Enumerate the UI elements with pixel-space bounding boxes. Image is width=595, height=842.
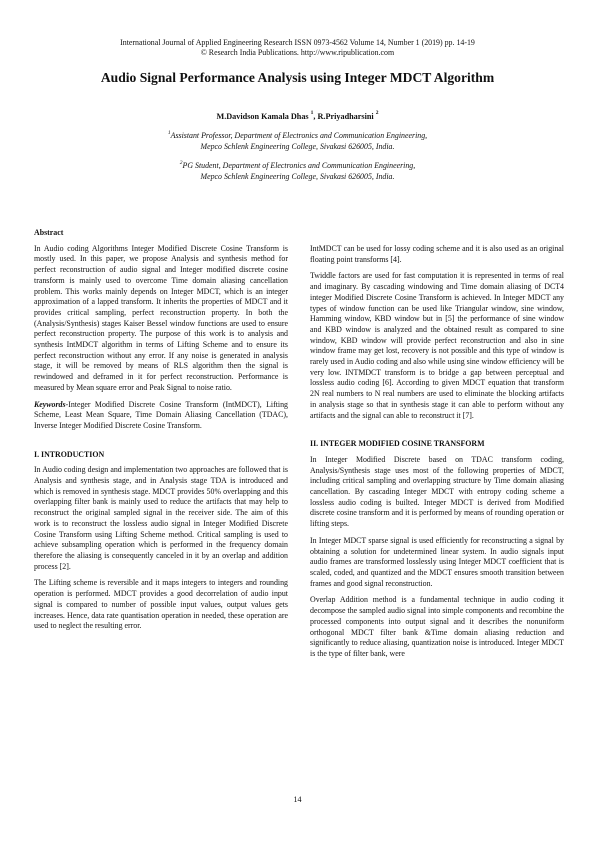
- right-paragraph-1: IntMDCT can be used for lossy coding scheme and it is also used as an original floating point transforms [4].: [310, 244, 564, 264]
- keywords-label: Keywords-: [34, 399, 69, 409]
- journal-header-line1: International Journal of Applied Engineering Research ISSN 0973-4562 Volume 14, Number 1 (2019) pp. 14-19: [120, 38, 475, 47]
- affiliation-2-line2: Mepco Schlenk Engineering College, Sivakasi 626005, India.: [200, 172, 395, 181]
- paper-title: Audio Signal Performance Analysis using Integer MDCT Algorithm: [100, 70, 495, 85]
- affiliation-1: [0, 130, 595, 152]
- abstract-heading: Abstract: [34, 228, 64, 237]
- section-2-heading: II. INTEGER MODIFIED COSINE TRANSFORM: [310, 439, 485, 449]
- author-line: [0, 112, 595, 121]
- affiliation-1-mark: 1: [167, 130, 171, 136]
- affiliation-1-line2: Mepco Schlenk Engineering College, Sivakasi 626005, India.: [200, 142, 395, 151]
- affiliation-1-line1: Assistant Professor, Department of Electronics and Communication Engineering,: [170, 131, 428, 140]
- page-number: 14: [293, 795, 302, 804]
- introduction-paragraph-2: The Lifting scheme is reversible and it maps integers to integers and rounding operation is performed. MDCT provides a good decorrelation of audio input signal is compared to number of possible input values, output values gets increases. Hence, data rate quantisation operation in needed, these operation are used to neglect the resulting error.: [34, 578, 288, 631]
- affiliation-2: [0, 160, 595, 182]
- journal-header-line2: © Research India Publications. http://www.ripublication.com: [200, 48, 395, 57]
- author-1: M.Davidson Kamala Dhas: [216, 112, 309, 121]
- abstract-text: In Audio coding Algorithms Integer Modified Discrete Cosine Transform is mostly used. In this paper, we propose Analysis and synthesis method for perfect reconstruction of audio signal and Integer modified discrete cosine transform is mainly used to overcome Time domain aliasing cancellation problem. This works mainly depends on Integer MDCT, which is an integer approximation of a lapped transform. It inherits the properties of MDCT and it provides critical sampling, perfect reconstruction property. In both the (Analysis/Synthesis) stages Kaiser Bessel window functions are used to ensure perfect reconstruction property. The purpose of this work is to analysis and synthesis IntMDCT algorithm in terms of Lifting Scheme and to ensure its perfect reconstruction without any error. If any noise is generated in analysis stage, it will be removed by means of RLS algorithm then the signal is rewindowed and deframed in it for perfect reconstruction. Performance is measured by Mean square error and Peak Signal to noise ratio.: [34, 243, 288, 392]
- affiliation-2-line1: PG Student, Department of Electronics and Communication Engineering,: [182, 161, 416, 170]
- section-2-paragraph-1: In Integer Modified Discrete based on TDAC transform coding, Analysis/Synthesis stage uses most of the following properties of MDCT, including critical sampling and overlapping structure by Time domain aliasing cancellation. By cascading Integer MDCT with entropy coding scheme a lossless audio coding is builted. Integer MDCT is derived from Modified discrete cosine transform and it is performed by means of rounding operation or lifting steps.: [310, 454, 564, 529]
- section-2-paragraph-3: Overlap Addition method is a fundamental technique in audio coding it decompose the sampled audio signal into simple components and recombine the processed components into output signal and it describes the nonuniform orthogonal MDCT filter bank &Time domain aliasing reduction and significantly to reduce aliasing, quantization noise is introduced. Integer MDCT is the type of filter bank, were: [310, 595, 564, 658]
- author-2-mark: 2: [375, 110, 379, 116]
- introduction-paragraph-1: In Audio coding design and implementation two approaches are followed that is Analysis and synthesis stage, and in Analysis stage TDA is introduced and which is removed in synthesis stage. MDCT provides 50% overlapping and this overlapping filter bank is mainly used to reduce the artifacts that may help to reconstruct the original sampled signal in the receiver side. The aim of this work is to reconstruct the lossless audio signal in Integer Modified Discrete Cosine Transform using Lifting Scheme method. Critical sampling is used to achieve subsampling operation which is performed in the frequency domain therefore the aliasing is consequently canceled in it by an overlap and addition process [2].: [34, 465, 288, 571]
- left-column: [34, 228, 288, 638]
- affiliation-2-mark: 2: [179, 160, 183, 166]
- right-column: [310, 244, 564, 666]
- keywords-text: Integer Modified Discrete Cosine Transform (IntMDCT), Lifting Scheme, Least Mean Square, Time Domain Aliasing Cancellation (TDAC), Inverse Integer Modified Discrete Cosine Transform.: [34, 399, 288, 430]
- right-paragraph-2: Twiddle factors are used for fast computation it is represented in terms of real and imaginary. By cascading windowing and Time domain aliasing of DCT4 integer Modified Discrete Cosine Transform is achieved. In Integer MDCT any types of window function can be used like Triangular window, sine window, Hamming window, KBD window but in [5] the performance of sine window and KBD window is analyzed and the obtained result as compared to sine window, KBD window will provide perfect reconstruction and also in sine window frame may get lost, recovery is not possible and this type of window is rarely used in Audio coding and also while using sine window efficiency will be very low. INTMDCT transform is to bridge a gap between perceptual and lossless audio coding [6]. According to given MDCT equation that transform 2N real numbers to N real numbers are used to eliminate the blocking artifacts in analysis stage so that in synthesis stage it can able to perform without any artifacts and the signal can able to reconstruct it [7].: [310, 271, 564, 420]
- author-1-mark: 1: [310, 110, 314, 116]
- keywords-paragraph: [34, 400, 288, 432]
- section-2-paragraph-2: In Integer MDCT sparse signal is used efficiently for reconstructing a signal by obtaining a solution for undetermined linear system. In audio signals input audio frames are transformed losslessly using Integer MDCT coefficient that is scaled, coded, and quantized and the MDCT ensures smooth transition between frames and good signal reconstruction.: [310, 535, 564, 588]
- introduction-heading: I. INTRODUCTION: [34, 449, 105, 459]
- author-2: R.Priyadharsini: [317, 112, 374, 121]
- author-separator: ,: [313, 112, 318, 121]
